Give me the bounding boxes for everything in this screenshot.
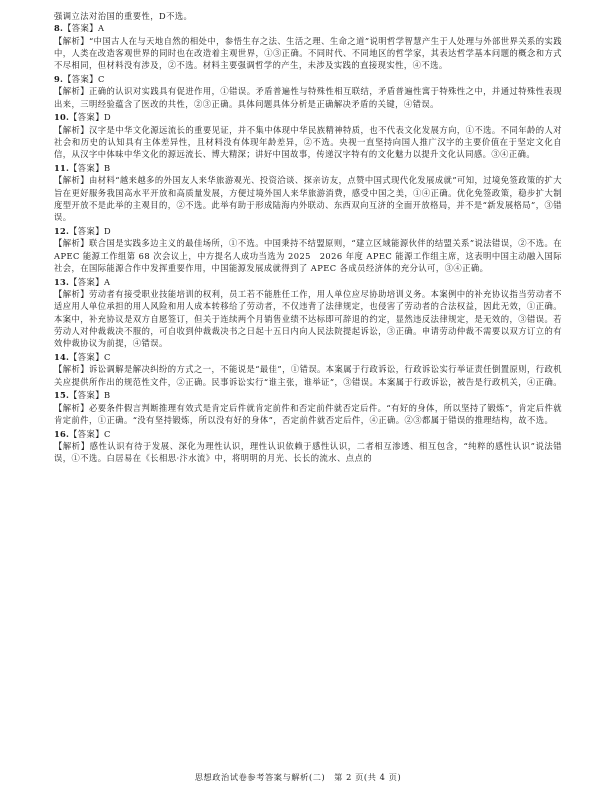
answer-line bbox=[54, 162, 562, 174]
answer-line bbox=[54, 389, 562, 401]
question-number: 12. bbox=[54, 226, 70, 237]
answer-line bbox=[54, 428, 562, 440]
question-block bbox=[54, 73, 562, 110]
analysis-text: 【解析】由材料“越来越多的外国友人来华旅游观光、投资洽谈、探亲访友，点赞中国式现代化发展成就”可知，过境免签政策的扩大旨在更好服务我国高水平开放和高质量发展，方便过境外国人来华旅游消费，感受中国之美，①④正确。优化免签政策，稳步扩大制度型开放不是此举的主观目的，②不选。此举有助于形成陆海内外联动、东西双向互济的全面开放格局，并不是“新发展格局”，③错误。 bbox=[54, 175, 562, 223]
analysis-text: 【解析】汉字是中华文化源远流长的重要见证，并不集中体现中华民族精神特质，也不代表文化发展方向，①不选。不同年龄的人对社会和历史的认知具有主体差异性，且材料没有体现年龄差异，②不选。央视一直坚持向国人推广汉字的主要价值在于坚定文化自信，从汉字中体味中华文化的源远流长、博大精深；讲好中国故事，传递汉字特有的文化魅力以提升文化认同感。③④正确。 bbox=[54, 124, 562, 160]
question-number: 11. bbox=[54, 163, 70, 174]
page-footer: 思想政治试卷参考答案与解析(二) 第 2 页(共 4 页) bbox=[194, 772, 402, 782]
answer-label: 【答案】A bbox=[69, 276, 111, 287]
question-block bbox=[54, 111, 562, 160]
answer-label: 【答案】A bbox=[63, 23, 105, 34]
spacer bbox=[54, 465, 562, 467]
question-block bbox=[54, 276, 562, 350]
answer-line bbox=[54, 22, 562, 34]
question-number: 14. bbox=[54, 352, 70, 363]
answer-label: 【答案】C bbox=[69, 352, 111, 363]
question-number: 9. bbox=[54, 73, 64, 84]
analysis-text: 【解析】诉讼调解是解决纠纷的方式之一，不能说是“最佳”，①错误。本案属于行政诉讼，行政诉讼实行举证责任倒置原则，行政机关应提供所作出的规范性文件，②正确。民事诉讼实行“谁主张，谁举证”，③错误。本案属于行政诉讼，被告是行政机关，④正确。 bbox=[54, 364, 562, 387]
analysis-text: 【解析】必要条件假言判断推理有效式是肯定后件就肯定前件和否定前件就否定后件。“有好的身体，所以坚持了锻炼”，肯定后件就肯定前件，①正确。“没有坚持锻炼，所以没有好的身体”，否定前件就否定后件，④正确。②③都属于错误的推理结构，故不选。 bbox=[54, 402, 562, 425]
answer-label: 【答案】B bbox=[69, 163, 111, 174]
question-block bbox=[54, 162, 562, 223]
answer-label: 【答案】B bbox=[69, 390, 111, 401]
question-number: 16. bbox=[54, 428, 70, 439]
question-block bbox=[54, 428, 562, 465]
question-block bbox=[54, 389, 562, 426]
question-number: 10. bbox=[54, 112, 70, 123]
question-number: 15. bbox=[54, 390, 70, 401]
question-number: 8. bbox=[54, 23, 64, 34]
intro-text: 强调立法对治国的重要性，D不选。 bbox=[54, 11, 193, 21]
analysis-text: 【解析】联合国是实践多边主义的最佳场所，①不选。中国秉持不结盟原则，“建立区域能源伙伴的结盟关系”说法错误，②不选。在 APEC 能源工作组第 68 次会议上，中方提名人成功当选为 2025 2026 年度 APEC 能源工作组主席，这表明中国主动融入国际社会，在国际能源合作中发挥重要作用，中国能源发展成就得到了 APEC 各成员经济体的充分认可，③④正确。 bbox=[54, 238, 562, 273]
answer-line bbox=[54, 276, 562, 288]
analysis-text: 【解析】正确的认识对实践具有促进作用，①错误。矛盾普遍性与特殊性相互联结，矛盾普遍性寓于特殊性之中，并通过特殊性表现出来，三明经验蕴含了医改的共性，②③正确。具体问题具体分析是正确解决矛盾的关键，④错误。 bbox=[54, 86, 562, 109]
answer-label: 【答案】D bbox=[69, 112, 112, 123]
analysis-text: 【解析】“中国古人在与天地自然的相处中，参悟生存之法、生活之理、生命之道”说明哲学智慧产生于人处理与外部世界关系的实践中，人类在改造客观世界的同时也在改造着主观世界，①③正确。不同时代、不同地区的哲学家，其表达哲学基本问题的概念和方式不尽相同，但材料没有涉及，②不选。材料主要强调哲学的产生，未涉及实践的直接现实性，④不选。 bbox=[54, 35, 562, 71]
question-block bbox=[54, 351, 562, 388]
answer-key-content bbox=[54, 10, 562, 466]
answer-line bbox=[54, 73, 562, 85]
answer-label: 【答案】C bbox=[69, 428, 111, 439]
answer-line bbox=[54, 111, 562, 123]
question-number: 13. bbox=[54, 276, 70, 287]
question-list bbox=[54, 22, 562, 466]
question-block bbox=[54, 22, 562, 71]
answer-line bbox=[54, 351, 562, 363]
question-block bbox=[54, 225, 562, 274]
answer-label: 【答案】D bbox=[69, 226, 112, 237]
answer-label: 【答案】C bbox=[63, 73, 105, 84]
analysis-text: 【解析】劳动者有接受职业技能培训的权利，员工若不能胜任工作，用人单位应尽协助培训义务。本案例中的补充协议指当劳动者不适应用人单位承担的用人风险和用人成本转移给了劳动者，不仅违背了法律规定，也侵害了劳动者的合法权益，因此无效，①正确。本案中，补充协议是双方自愿签订，但关于连续两个月销售业绩不达标即可辞退的约定，显然违反法律规定，是无效的，③错误。若劳动人对仲裁裁决不服的，可自收到仲裁裁决书之日起十五日内向人民法院提起诉讼，③正确。申请劳动仲裁不需要以双方订立的有效仲裁协议为前提，④错误。 bbox=[54, 289, 562, 349]
answer-line bbox=[54, 225, 562, 237]
analysis-text: 【解析】感性认识有待于发展、深化为理性认识，理性认识依赖于感性认识，二者相互渗透、相互包含，“纯粹的感性认识”说法错误，①不选。白居易在《长相思·汴水流》中，将明明的月光、长长的流水、点点的 bbox=[54, 441, 562, 464]
